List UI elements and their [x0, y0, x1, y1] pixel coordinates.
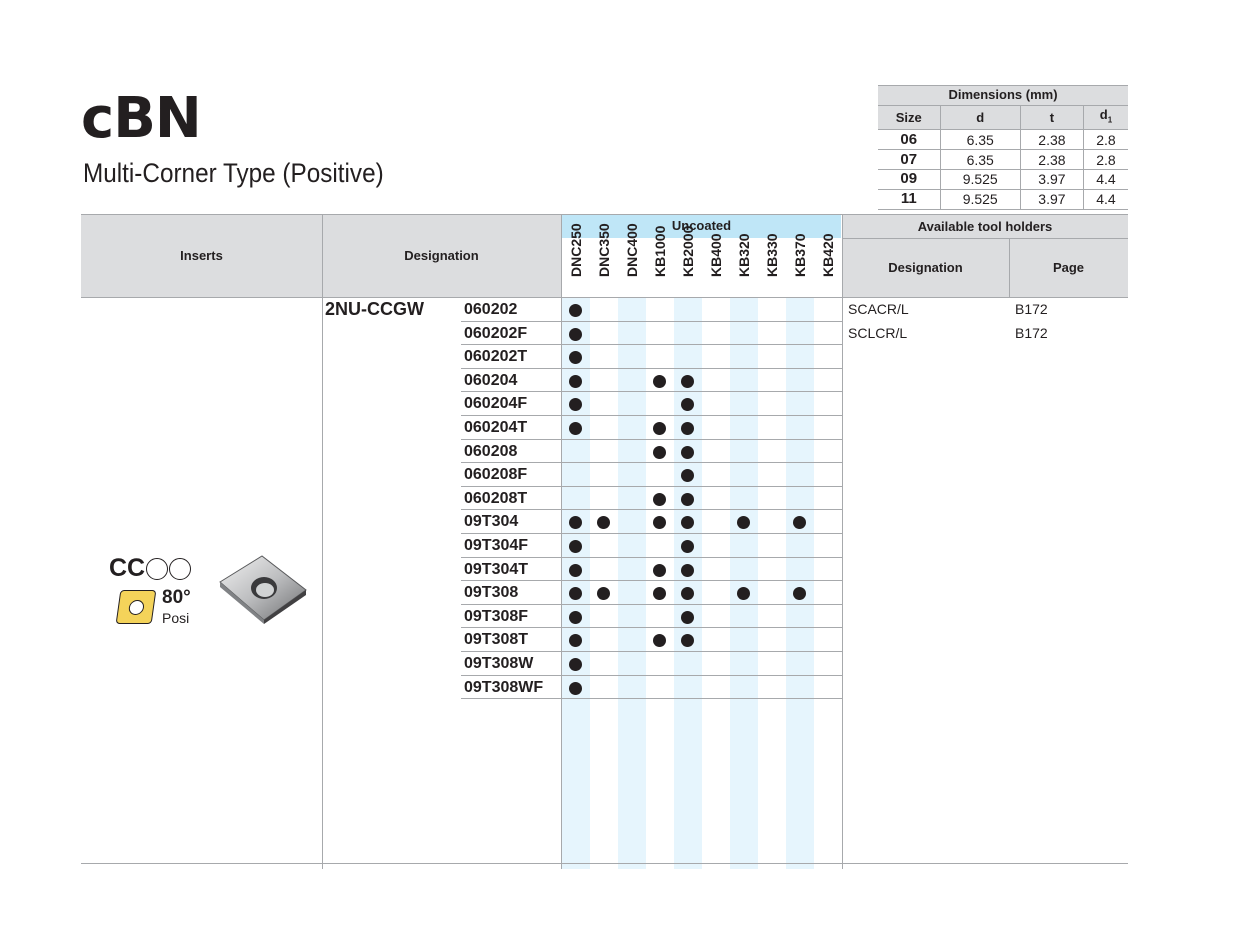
table-row	[461, 581, 842, 605]
availability-dot	[653, 564, 666, 577]
availability-dot	[569, 634, 582, 647]
availability-dot	[737, 516, 750, 529]
holders-sub-border	[842, 238, 1128, 239]
table-row	[461, 676, 842, 700]
row-designation: 09T304F	[464, 536, 529, 554]
dimensions-t: 2.38	[1020, 150, 1083, 170]
holders-header: Available tool holders	[917, 219, 1053, 234]
availability-dot	[681, 422, 694, 435]
dimensions-row	[878, 189, 1128, 209]
row-designation: 060202T	[464, 348, 528, 366]
availability-dot	[569, 351, 582, 364]
availability-dot	[681, 564, 694, 577]
dimensions-size: 09	[878, 169, 940, 189]
holder-designation: SCLCR/L	[848, 325, 908, 341]
table-row	[461, 392, 842, 416]
table-row	[461, 369, 842, 393]
row-designation: 060204F	[464, 395, 528, 413]
availability-dot	[597, 587, 610, 600]
row-designation: 09T308W	[464, 654, 534, 672]
availability-dot	[653, 634, 666, 647]
availability-dot	[569, 611, 582, 624]
row-designation: 060202	[464, 301, 518, 318]
dimensions-header-size: Size	[878, 105, 940, 130]
table-row	[461, 534, 842, 558]
availability-dot	[793, 587, 806, 600]
insert-type: Posi	[162, 610, 190, 626]
row-designation: 09T308WF	[464, 678, 544, 696]
insert-angle: 80°	[162, 587, 191, 608]
dimensions-d: 9.525	[940, 189, 1020, 209]
availability-dot	[569, 587, 582, 600]
column-divider	[322, 214, 323, 869]
series-name: 2NU-CCGW	[325, 299, 424, 319]
page-title: cBN	[81, 86, 201, 151]
table-row	[461, 487, 842, 511]
grade-header: DNC250	[568, 223, 584, 277]
grade-header: KB320	[736, 233, 752, 277]
availability-dot	[569, 304, 582, 317]
circle-icon	[169, 558, 191, 580]
availability-dot	[569, 422, 582, 435]
holders-page-header: Page	[1052, 260, 1085, 275]
dimensions-row	[878, 150, 1128, 170]
grade-header: KB330	[764, 233, 780, 277]
table-row	[461, 416, 842, 440]
availability-dot	[653, 446, 666, 459]
column-divider	[1009, 238, 1010, 297]
availability-dot	[653, 375, 666, 388]
row-designation: 09T308F	[464, 607, 529, 625]
availability-dot	[597, 516, 610, 529]
table-row	[461, 628, 842, 652]
availability-dot	[793, 516, 806, 529]
designation-header: Designation	[404, 248, 479, 263]
availability-dot	[569, 564, 582, 577]
dimensions-size: 06	[878, 130, 940, 150]
availability-dot	[681, 446, 694, 459]
grade-header: KB370	[792, 233, 808, 277]
column-divider	[842, 214, 843, 869]
row-designation: 060202F	[464, 324, 528, 342]
dimensions-d1: 4.4	[1083, 169, 1128, 189]
availability-dot	[681, 634, 694, 647]
dimensions-size: 11	[878, 189, 940, 209]
grade-header: DNC400	[624, 223, 640, 277]
availability-dot	[569, 540, 582, 553]
availability-dot	[737, 587, 750, 600]
grade-header: DNC350	[596, 223, 612, 277]
insert-shape-icon	[116, 590, 157, 624]
table-bottom-border	[81, 863, 1128, 864]
availability-dot	[569, 375, 582, 388]
grade-header: KB420	[820, 233, 836, 277]
dimensions-t: 2.38	[1020, 130, 1083, 150]
availability-dot	[653, 422, 666, 435]
grade-header: KB1000	[652, 225, 668, 277]
holder-designation: SCACR/L	[848, 301, 909, 317]
insert-code	[109, 554, 191, 583]
table-row	[461, 298, 842, 322]
dimensions-header-d1: $d_1$	[1083, 105, 1128, 130]
table-row	[461, 322, 842, 346]
page-subtitle: Multi-Corner Type (Positive)	[83, 158, 384, 188]
table-top-border	[81, 214, 1128, 215]
grade-header: KB2000	[680, 225, 696, 277]
availability-dot	[653, 587, 666, 600]
table-row	[461, 652, 842, 676]
insert-code-text: CC	[109, 554, 146, 582]
dimensions-row	[878, 130, 1128, 150]
dimensions-t: 3.97	[1020, 169, 1083, 189]
availability-dot	[653, 516, 666, 529]
availability-dot	[681, 611, 694, 624]
table-row	[461, 605, 842, 629]
dimensions-caption: Dimensions (mm)	[878, 86, 1128, 106]
dimensions-table	[878, 85, 1128, 210]
holder-page: B172	[1015, 301, 1048, 317]
row-designation: 060208	[464, 442, 518, 460]
circle-icon	[146, 558, 168, 580]
availability-dot	[681, 587, 694, 600]
table-row	[461, 440, 842, 464]
row-designation: 09T304T	[464, 560, 529, 578]
dimensions-d1: 2.8	[1083, 150, 1128, 170]
availability-dot	[681, 493, 694, 506]
table-row	[461, 463, 842, 487]
dimensions-header-d: d	[940, 105, 1020, 130]
dimensions-t: 3.97	[1020, 189, 1083, 209]
availability-dot	[681, 375, 694, 388]
availability-dot	[681, 540, 694, 553]
availability-dot	[681, 398, 694, 411]
availability-dot	[569, 658, 582, 671]
row-designation: 09T308	[464, 584, 519, 602]
row-designation: 060208T	[464, 489, 528, 507]
dimensions-d: 6.35	[940, 130, 1020, 150]
table-row	[461, 510, 842, 534]
availability-dot	[569, 682, 582, 695]
dimensions-header-t: t	[1020, 105, 1083, 130]
row-designation: 060204T	[464, 418, 528, 436]
grade-header: KB400	[708, 233, 724, 277]
dimensions-row	[878, 169, 1128, 189]
dimensions-size: 07	[878, 150, 940, 170]
dimensions-d: 6.35	[940, 150, 1020, 170]
table-row	[461, 345, 842, 369]
dimensions-d1: 2.8	[1083, 130, 1128, 150]
row-designation: 060204	[464, 371, 518, 389]
availability-dot	[569, 328, 582, 341]
holders-designation-header: Designation	[888, 260, 963, 275]
availability-dot	[569, 516, 582, 529]
row-designation: 09T304	[464, 513, 519, 531]
dimensions-d: 9.525	[940, 169, 1020, 189]
insert-image	[218, 554, 308, 626]
designation-rows	[461, 298, 842, 699]
availability-dot	[569, 398, 582, 411]
availability-dot	[653, 493, 666, 506]
availability-dot	[681, 516, 694, 529]
row-designation: 09T308T	[464, 631, 529, 649]
uncoated-header: Uncoated	[562, 214, 841, 238]
row-designation: 060208F	[464, 466, 528, 484]
table-row	[461, 558, 842, 582]
inserts-header: Inserts	[180, 248, 223, 263]
availability-dot	[681, 469, 694, 482]
dimensions-d1: 4.4	[1083, 189, 1128, 209]
holder-page: B172	[1015, 325, 1048, 341]
